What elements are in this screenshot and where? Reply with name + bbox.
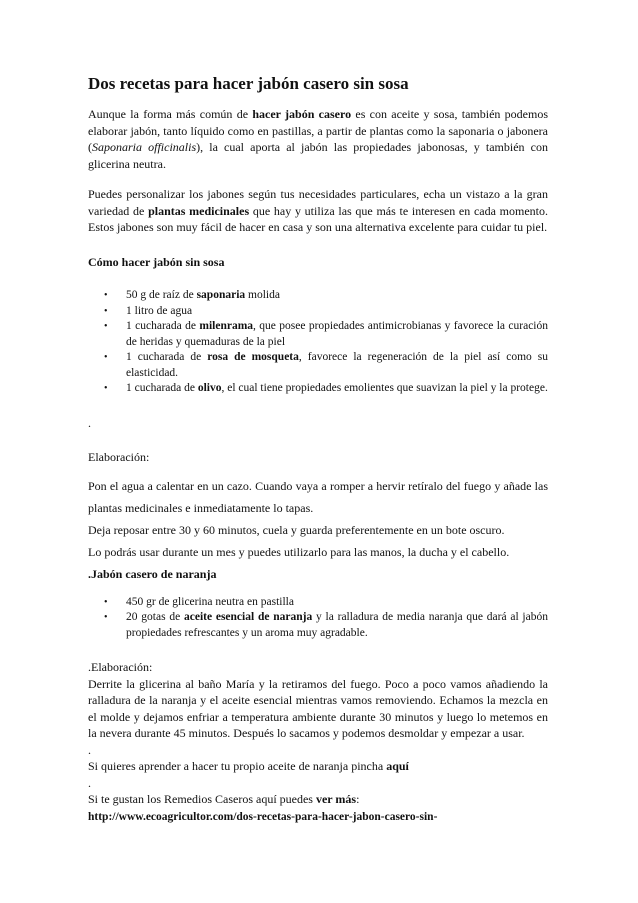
link-hacer-jabon-casero[interactable]: hacer jabón casero xyxy=(252,107,352,121)
bullet-icon: • xyxy=(104,352,108,363)
recipe1-heading xyxy=(88,254,548,271)
link-ver-mas[interactable]: ver más xyxy=(315,792,357,806)
list-item xyxy=(88,595,548,611)
list-item xyxy=(88,319,548,350)
link-olivo[interactable]: olivo xyxy=(197,382,222,394)
list-item xyxy=(88,350,548,381)
recipe2-heading xyxy=(88,563,548,585)
step-paragraph: Deja reposar entre 30 y 60 minutos, cuela y guarda preferentemente en un bote oscuro. xyxy=(88,522,505,537)
intro-paragraph-2 xyxy=(88,186,548,236)
bullet-icon: • xyxy=(104,305,108,317)
item-text: 50 g de raíz de xyxy=(126,289,197,301)
elaboration-text: Derrite la glicerina al baño María y la retiramos del fuego. Poco a poco vamos añadiendo la ralladura de la naranja y el aceite esencial mientras vamos removiendo. Echamos la mezcla en el molde y dejamos enfriar a temperatura ambiente durante 30 minutos y luego lo metemos en la nevera durante 45 minutos. Después lo sacamos y podemos desmoldar y empezar a usar. xyxy=(88,676,548,740)
link-rosa-mosqueta[interactable]: rosa de mosqueta xyxy=(207,351,299,363)
list-item xyxy=(88,288,548,304)
link-aceite-esencial-naranja[interactable]: aceite esencial de naranja xyxy=(183,611,313,623)
intro-text: ), la cual aporta al jabón las propiedades jabonosas, y también con glicerina neutra. xyxy=(88,140,548,171)
link-plantas-medicinales[interactable]: plantas medicinales xyxy=(148,203,250,218)
scientific-name: Saponaria officinalis xyxy=(92,140,197,154)
separator-dot: . xyxy=(88,775,91,790)
source-url-link[interactable]: http://www.ecoagricultor.com/dos-recetas-para-hacer-jabon-casero-sin- xyxy=(88,810,438,823)
more-remedies-text: : xyxy=(356,792,360,806)
list-item xyxy=(88,304,548,320)
item-text: , que posee propiedades antimicrobianas y favorece la curación de heridas y quemaduras de la piel xyxy=(126,320,548,348)
link-milenrama[interactable]: milenrama xyxy=(199,320,254,332)
orange-oil-text: Si quieres aprender a hacer tu propio aceite de naranja pincha xyxy=(88,759,387,773)
recipe2-heading-text: .Jabón casero de naranja xyxy=(88,566,217,581)
link-saponaria[interactable]: saponaria xyxy=(196,289,246,301)
bullet-icon: • xyxy=(104,612,108,623)
list-item xyxy=(88,610,548,641)
orange-oil-line xyxy=(88,758,548,775)
bullet-icon: • xyxy=(104,290,108,301)
separator-dot: . xyxy=(88,742,91,757)
recipe1-heading-text: Cómo hacer jabón sin sosa xyxy=(88,254,225,269)
step-paragraph: Lo podrás usar durante un mes y puedes utilizarlo para las manos, la ducha y el cabello. xyxy=(88,544,510,559)
item-text: 1 cucharada de xyxy=(126,320,200,332)
bullet-icon: • xyxy=(104,383,108,394)
intro-text: es con aceite y sosa, también podemos elaborar jabón, tanto líquido como en pastillas, a partir de plantas como la saponaria o jabonera ( xyxy=(88,107,549,154)
item-text: , el cual tiene propiedades emolientes que suavizan la piel y la protege. xyxy=(221,382,548,394)
source-url-line xyxy=(88,808,548,826)
intro-text: Puedes personalizar los jabones según tus necesidades particulares, echa un vistazo a la gran variedad de xyxy=(88,187,548,218)
item-text: 1 cucharada de xyxy=(126,382,198,394)
bullet-icon: • xyxy=(104,596,108,608)
item-text: , favorece la regeneración de la piel así como su elasticidad. xyxy=(126,351,548,379)
intro-text: que hay y utiliza las que más te interesen en cada momento. Estos jabones son muy fácil de hacer en casa y son una alternativa excelente para cuidar tu piel. xyxy=(88,203,548,234)
item-text: 450 gr de glicerina neutra en pastilla xyxy=(126,595,294,608)
item-text: 20 gotas de xyxy=(126,611,184,623)
item-text: 1 cucharada de xyxy=(126,351,208,363)
more-remedies-line xyxy=(88,791,548,808)
bullet-icon: • xyxy=(104,321,108,332)
item-text: y la ralladura de media naranja que dará al jabón propiedades refrescantes y un aroma muy agradable. xyxy=(126,611,548,639)
elaboration-heading-2: .Elaboración: xyxy=(88,660,153,674)
step-paragraph: Pon el agua a calentar en un cazo. Cuando vaya a romper a hervir retíralo del fuego y añade las plantas medicinales e inmediatamente lo tapas. xyxy=(88,478,548,515)
intro-paragraph-1 xyxy=(88,106,548,172)
more-remedies-text: Si te gustan los Remedios Caseros aquí puedes xyxy=(88,792,316,806)
recipe2-ingredients xyxy=(88,595,548,642)
list-item xyxy=(88,381,548,397)
intro-text: Aunque la forma más común de xyxy=(88,107,253,121)
item-text: molida xyxy=(245,289,280,301)
item-text: 1 litro de agua xyxy=(126,304,193,317)
separator-dot: . xyxy=(88,415,91,430)
recipe1-ingredients xyxy=(88,288,548,397)
page-title: Dos recetas para hacer jabón casero sin sosa xyxy=(88,74,409,93)
document-page xyxy=(88,74,548,825)
link-aqui[interactable]: aquí xyxy=(386,759,409,773)
elaboration-heading: Elaboración: xyxy=(88,450,150,464)
